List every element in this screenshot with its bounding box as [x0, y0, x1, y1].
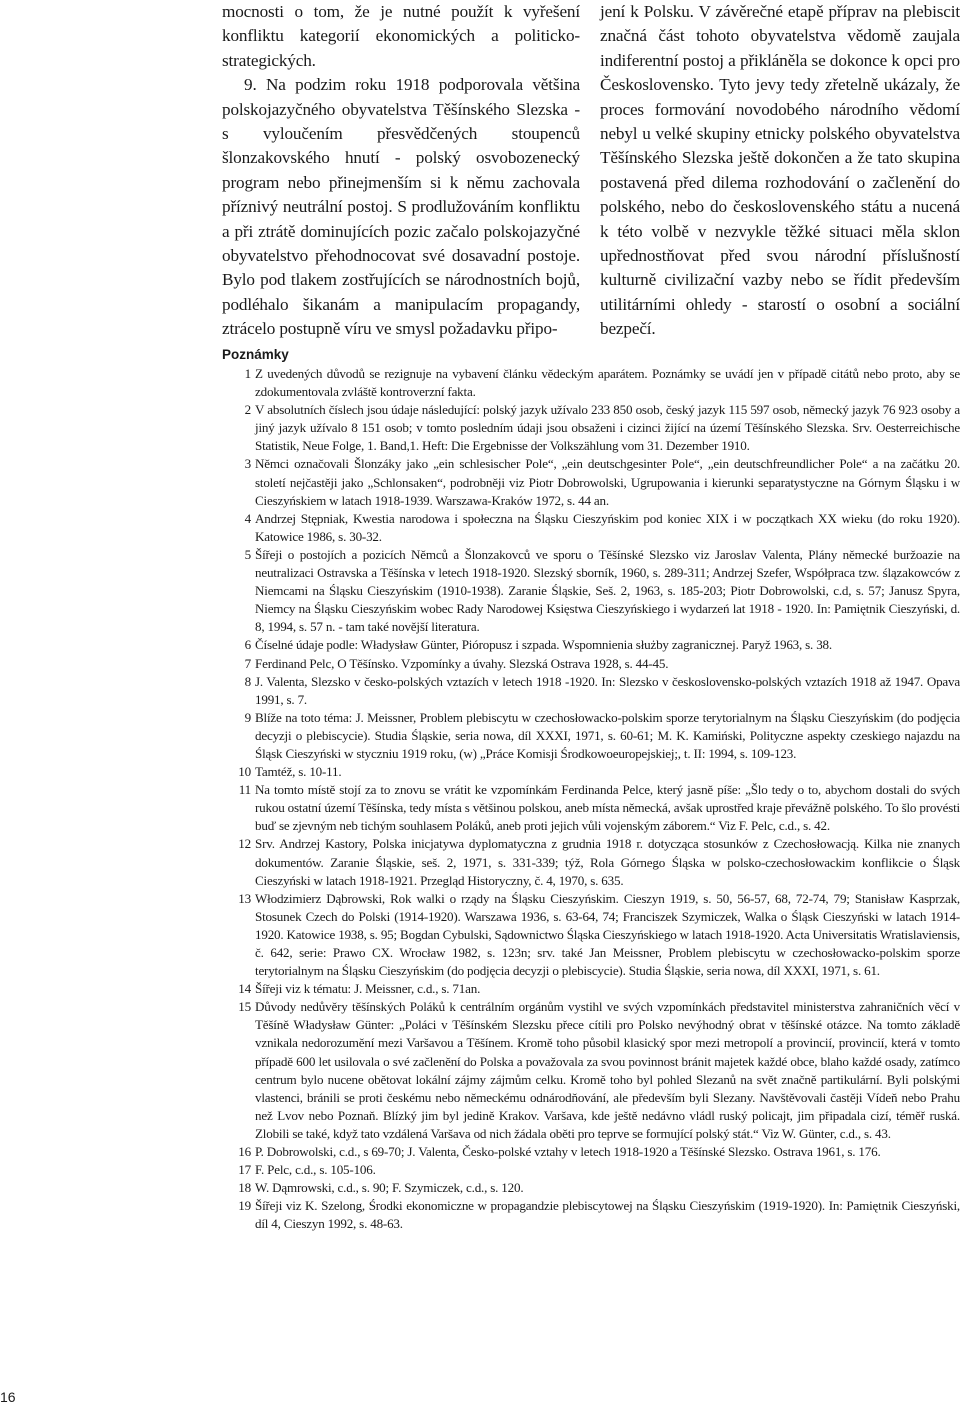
footnote-text: F. Pelc, c.d., s. 105-106.	[255, 1162, 376, 1178]
footnote-number: 1	[244, 366, 251, 381]
footnote-text: Ferdinand Pelc, O Těšínsko. Vzpomínky a úvahy. Slezská Ostrava 1928, s. 44-45.	[255, 655, 669, 671]
footnote-number: 18	[238, 1180, 251, 1196]
footnote-text: Blíže na toto téma: J. Meissner, Problem plebiscytu w czechosłowacko-polskim sporze terytorialnym na Śląsku Cieszyńskim (do podjęcia decyzji o plebiscycie). Studia Śląskie, seria nowa, díl XXXI, 1971, s. 60-61; M. K. Kamiński, Polityczne aspekty czeskiego najazdu na Śląsk Cieszyński w styczniu 1919 roku, (w) „Práce Komisji Środkowoeuropejskiej;, t. II: 1994, s. 109-123.	[255, 709, 960, 761]
footnote-number: 16	[238, 1144, 251, 1160]
footnote-text: Šířeji viz k tématu: J. Meissner, c.d., s. 71an.	[255, 981, 481, 997]
footnote	[222, 546, 960, 636]
footnote	[222, 1197, 960, 1233]
footnote-text: Šířeji o postojích a pozicích Němců a Šlonzakovců ve sporu o Těšínské Slezsko viz Jaroslav Valenta, Plány německé buržoazie na neutralizaci Ostravska a Těšínska v letech 1918-1920. Slezský sborník, 1960, s. 289-311; Andrzej Szefer, Współpraca tzw. ślązakowców z Niemcami na Śląsku Cieszyńskim (1910-1938). Zaranie Śląskie, Seš. 2, 1963, s. 185-203; Piotr Dobrowolski, c.d, s. 57; Janusz Spyra, Niemcy na Śląsku Cieszyńskim wobec Rady Narodowej Księstwa Cieszyńskiego i wydarzeń lat 1918 - 1920. In: Pamiętnik Cieszyński, d. 8, 1994, s. 57 n. - tam také novější literatura.	[255, 546, 960, 635]
footnote-text: Němci označovali Šlonzáky jako „ein schlesischer Pole“, „ein deutschgesinter Pole“, „ein deutschfreundlicher Pole“ a na začátku 20. století nejčastěji jako „Schlonsaken“, podrobněji viz Piotr Dobrowolski, Ugrupowania i kierunki separatystyczne na Górnym Śląsku i w Cieszyńskiem w latach 1918-1939. Warszawa-Kraków 1972, s. 44 an.	[255, 456, 960, 508]
footnote-text: P. Dobrowolski, c.d., s 69-70; J. Valenta, Česko-polské vztahy v letech 1918-1920 a Těšínské Slezsko. Ostrava 1961, s. 176.	[255, 1144, 881, 1160]
footnote	[222, 781, 960, 835]
footnote-text: Włodzimierz Dąbrowski, Rok walki o rządy na Śląsku Cieszyńskim. Cieszyn 1919, s. 50, 56-57, 68, 72-74, 79; Stanisław Kasprzak, Stosunek Czech do Polski (1914-1920). Warszawa 1936, s. 63-64, 74; Franciszek Szymiczek, Walka o Śląsk Cieszyński w latach 1914-1920. Katowice 1938, s. 95; Bogdan Cybulski, Sądownictwo Śląska Cieszyńskiego w latach 1918-1920. Acta Universitatis Wratislaviensis, č. 642, serie: Prawo CX. Wrocław 1982, s. 123n; srv. také Jan Meissner, Problem plebiscytu w czechosłowacko-polskim sporze terytorialnym na Śląsku Cieszyńskim (do podjęcia decyzji o plebiscycie). Studia Śląskie, seria nowa, díl XXXI, 1971, s. 61.	[255, 890, 960, 979]
footnote-text: Důvody nedůvěry těšínských Poláků k centrálním orgánům vystihl ve svých vzpomínkách představitel ministerstva zahraničních věcí v Těšíně Władysław Günter: „Poláci v Těšínském Slezsku přece cítili pro Polsko nevýhodný obrat v těšínské otázce. Na tomto základě vznikala nedorozumění mezi Varšavou a Těšínem. Kromě toho působil klasický spor mezi metropolí a provincií, provincií, která v tomto případě 600 let usilovala o své začlenění do Polska a považovala za svou povinnost bránit majetek každé obce, blaho každé osady, zatímco centrum bylo nucene obětovat lokální zájmy zájmům celku. Kromě toho byl pohled Slezanů na svět značně partikulární. Byli polskými vlastenci, bránili se proti českému nebo německému odnárodňování, ale především byli Slezany. Navštěvovali častěji Vídeň nebo Prahu než Lvov nebo Poznaň. Blízký jim byl jedině Krakov. Varšava, kde ještě nedávno vládl ruský policajt, jim připadala cizí, téměř ruská. Zlobili se také, když tato vzdálená Varšava od nich žádala oběti pro teprve se formující polský stát.“ Viz W. Günter, c.d., s. 43.	[255, 999, 960, 1141]
footnote-text: J. Valenta, Slezsko v česko-polských vztazích v letech 1918 -1920. In: Slezsko v československo-polských vztazích 1918 až 1947. Opava 1991, s. 7.	[255, 673, 960, 707]
footnote-number: 13	[238, 890, 251, 906]
footnote	[222, 673, 960, 709]
footnote-number: 17	[238, 1162, 251, 1178]
footnote-number: 9	[244, 709, 251, 725]
footnote-text: W. Dąmrowski, c.d., s. 90; F. Szymiczek, c.d., s. 120.	[255, 1180, 524, 1196]
footnote-text: Tamtéž, s. 10-11.	[255, 764, 342, 780]
footnote-number: 7	[244, 655, 251, 671]
footnote-number: 15	[238, 999, 251, 1015]
notes-heading: Poznámky	[222, 347, 289, 362]
footnote-number: 5	[244, 546, 251, 562]
footnote-number: 3	[244, 456, 251, 472]
footnote	[222, 998, 960, 1143]
footnote-number: 19	[238, 1198, 251, 1214]
footnote	[222, 763, 960, 781]
footnote-number: 4	[244, 510, 251, 526]
footnote-text: Z uvedených důvodů se rezignuje na vybavení článku vědeckým aparátem. Poznámky se uvádí jen v případě citátů nebo proto, aby se zdokumentovala zvláště kontroverzní fakta.	[255, 366, 960, 400]
footnote	[222, 1161, 960, 1179]
footnote-text: Andrzej Stępniak, Kwestia narodowa i społeczna na Śląsku Cieszyńskim pod koniec XIX i w początkach XX wieku (do roku 1920). Katowice 1986, s. 30-32.	[255, 510, 960, 544]
footnote	[222, 1179, 960, 1197]
footnote-number: 2	[244, 402, 251, 418]
footnote-text: Šířeji viz K. Szelong, Środki ekonomiczne w propagandzie plebiscytowej na Śląsku Cieszyńskim (1919-1920). In: Pamiętnik Cieszyński, díl 4, Cieszyn 1992, s. 48-63.	[255, 1198, 960, 1232]
footnote-text: V absolutních číslech jsou údaje následující: polský jazyk užívalo 233 850 osob, český jazyk 115 597 osob, německý jazyk 76 923 osoby a jiný jazyk užívalo 8 151 osob; v tomto posledním údaji jsou obsaženi i cizinci žijící na území Těšínského Slezska. Srv. Oesterreichische Statistik, Neue Folge, 1. Band,1. Heft: Die Ergebnisse der Volkszählung vom 31. Dezember 1910.	[255, 402, 960, 454]
paragraph: mocnosti o tom, že je nutné použít k vyřešení konfliktu kategorií ekonomických a politicko-strategických.	[222, 2, 580, 70]
footnote-number: 10	[238, 764, 251, 780]
footnote	[222, 835, 960, 889]
footnote-text: Srv. Andrzej Kastory, Polska inicjatywa dyplomatyczna z grudnia 1918 r. dotycząca stosunków z Czechosłowacją. Kilka nie znanych dokumentów. Zaranie Śląskie, seš. 2, 1971, s. 331-339; týž, Rola Górnego Śląska w polsko-czechosłowackim konflikcie o Śląsk Cieszyński w latach 1918-1921. Przegląd Historyczny, č. 4, 1970, s. 635.	[255, 836, 960, 888]
footnote-number: 11	[238, 782, 251, 798]
footnote-number: 8	[244, 673, 251, 689]
page-number: 16	[0, 1389, 16, 1405]
paragraph: 9. Na podzim roku 1918 podporovala většina polskojazyčného obyvatelstva Těšínského Slezska - s vyloučením přesvědčených stoupenců šlonzakovského hnutí - polský osvobozenecký program nebo přinejmenším si k němu zachovala příznivý neutrální postoj. S prodlužováním konfliktu a při ztrátě dominujících pozic začalo polskojazyčné obyvatelstvo přehodnocovat své dosavadní postoje. Bylo pod tlakem zostřujících se národnostních bojů, podléhalo šikanám a manipulacím propagandy, ztrácelo postupně víru ve smysl požadavku připo-	[222, 75, 580, 339]
footnote	[222, 401, 960, 455]
footnote	[222, 365, 960, 401]
footnote-text: Na tomto místě stojí za to znovu se vrátit ke vzpomínkám Ferdinanda Pelce, který jasně píše: „Šlo tedy o to, abychom dostali do svých rukou ostatní území Těšínska, tedy místa s většinou polskou, aneb místa německá, avšak uprostřed kraje převážně polského. To šlo provésti buď se zjevným neb tichým souhlasem Poláků, aneb proti jejich vůli vojenským záborem.“ Viz F. Pelc, c.d., s. 42.	[255, 782, 960, 834]
text-column-right	[600, 0, 960, 342]
footnote-number: 12	[238, 836, 251, 852]
paragraph: jení k Polsku. V závěrečné etapě příprav na plebiscit značná část tohoto obyvatelstva vědomě zaujala indiferentní postoj a přikláněla se dokonce k opci pro Československo. Tyto jevy tedy zřetelně ukázaly, že proces formování novodobého národního vědomí nebyl u velké skupiny etnicky polského obyvatelstva Těšínského Slezska ještě dokončen a že tato skupina postavená před dilema rozhodování o začlenění do polského, nebo do československého státu a nucená k této volbě v nezvykle těžké situaci měla sklon upřednostňovat před svou národní příslušností kulturně civilizační vazby nebo se řídit především utilitárními ohledy - starostí o osobní a sociální bezpečí.	[600, 2, 960, 339]
footnotes-list	[222, 365, 960, 1234]
footnote	[222, 636, 960, 654]
footnote-text: Číselné údaje podle: Władysław Günter, Pióropusz i szpada. Wspomnienia służby zagranicznej. Paryž 1963, s. 38.	[255, 637, 832, 653]
footnote	[222, 1143, 960, 1161]
footnote	[222, 709, 960, 763]
footnote	[222, 655, 960, 673]
footnote-number: 14	[238, 981, 251, 997]
footnote	[222, 890, 960, 980]
text-column-left	[222, 0, 580, 342]
footnote	[222, 980, 960, 998]
footnote	[222, 455, 960, 509]
footnote-number: 6	[244, 637, 251, 653]
footnote	[222, 510, 960, 546]
